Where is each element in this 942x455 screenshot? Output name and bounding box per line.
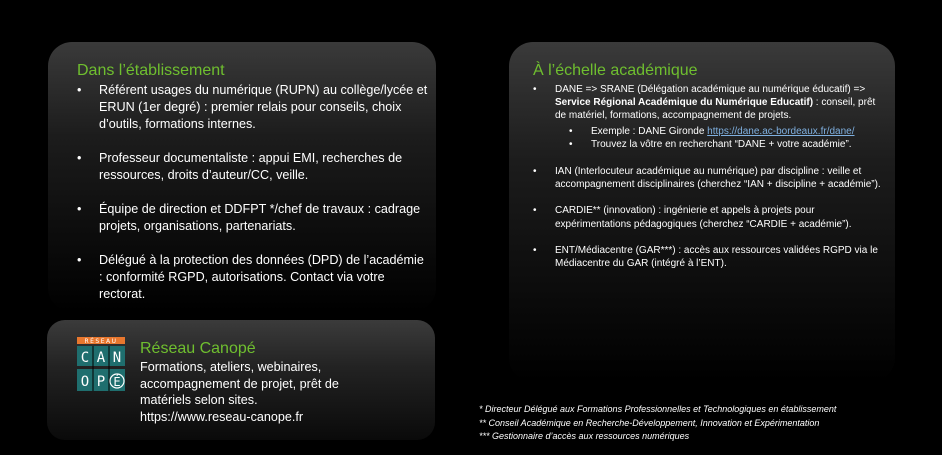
logo-letter: C	[80, 350, 90, 366]
footnote: * Directeur Délégué aux Formations Professionnelles et Technologiques en établissement	[479, 404, 837, 414]
left-title: Dans l’établissement	[77, 62, 225, 79]
example-prefix: Exemple : DANE Gironde	[591, 125, 708, 137]
list-item: • Professeur documentaliste : appui EMI, recherches de ressources, droits d’auteur/CC, veille.	[77, 150, 429, 184]
sub-item-example	[569, 125, 883, 138]
list-item: • Équipe de direction et DDFPT */chef de travaux : cadrage projets, organisations, partenariats.	[77, 201, 429, 235]
canope-logo	[77, 337, 125, 391]
list-item: • CARDIE** (innovation) : ingénierie et appels à projets pour expérimentations pédagogiques (cherchez “CARDIE + académie”).	[533, 204, 883, 230]
list-item: • ENT/Médiacentre (GAR***) : accès aux ressources validées RGPD via le Médiacentre du GAR (intégré à l’ENT).	[533, 244, 883, 270]
dane-prefix: DANE => SRANE (Délégation académique au numérique éducatif) =>	[555, 84, 866, 95]
logo-letter: P	[96, 374, 106, 390]
sub-item-search: • Trouvez la vôtre en recherchant “DANE + votre académie”.	[569, 138, 883, 151]
list-item: • IAN (Interlocuteur académique au numérique) par discipline : veille et accompagnement disciplinaires (cherchez “IAN + discipline + académie”).	[533, 165, 883, 191]
right-title: À l’échelle académique	[533, 62, 698, 79]
dane-sublist	[555, 125, 883, 151]
list-item-dane	[533, 83, 883, 151]
right-list	[533, 83, 883, 283]
logo-letter: É	[113, 375, 121, 389]
footnote: *** Gestionnaire d’accès aux ressources numériques	[479, 431, 690, 441]
logo-letter: N	[112, 350, 122, 366]
dane-gironde-link[interactable]: https://dane.ac-bordeaux.fr/dane/	[707, 125, 855, 137]
logo-top-text: RÉSEAU	[84, 338, 118, 345]
left-list	[77, 82, 429, 320]
canope-description	[140, 359, 380, 425]
logo-letter: O	[80, 374, 90, 390]
canope-title: Réseau Canopé	[140, 340, 256, 357]
dane-bold: Service Régional Académique du Numérique Educatif)	[555, 97, 814, 109]
list-item: • Délégué à la protection des données (DPD) de l’académie : conformité RGPD, autorisations. Contact via votre rectorat.	[77, 252, 429, 303]
footnotes	[479, 403, 836, 444]
footnote: ** Conseil Académique en Recherche-Développement, Innovation et Expérimentation	[479, 417, 820, 428]
logo-letter: A	[96, 350, 106, 366]
list-item: • Référent usages du numérique (RUPN) au collège/lycée et ERUN (1er degré) : premier relais pour conseils, choix d’outils, formations internes.	[77, 82, 429, 133]
dane-suffix: : conseil, prêt de matériel, formations, accompagnement de projets.	[555, 97, 876, 122]
canope-url[interactable]: https://www.reseau-canope.fr	[140, 409, 304, 424]
canope-text: Formations, ateliers, webinaires, accompagnement de projet, prêt de matériels selon sites.	[140, 360, 339, 407]
